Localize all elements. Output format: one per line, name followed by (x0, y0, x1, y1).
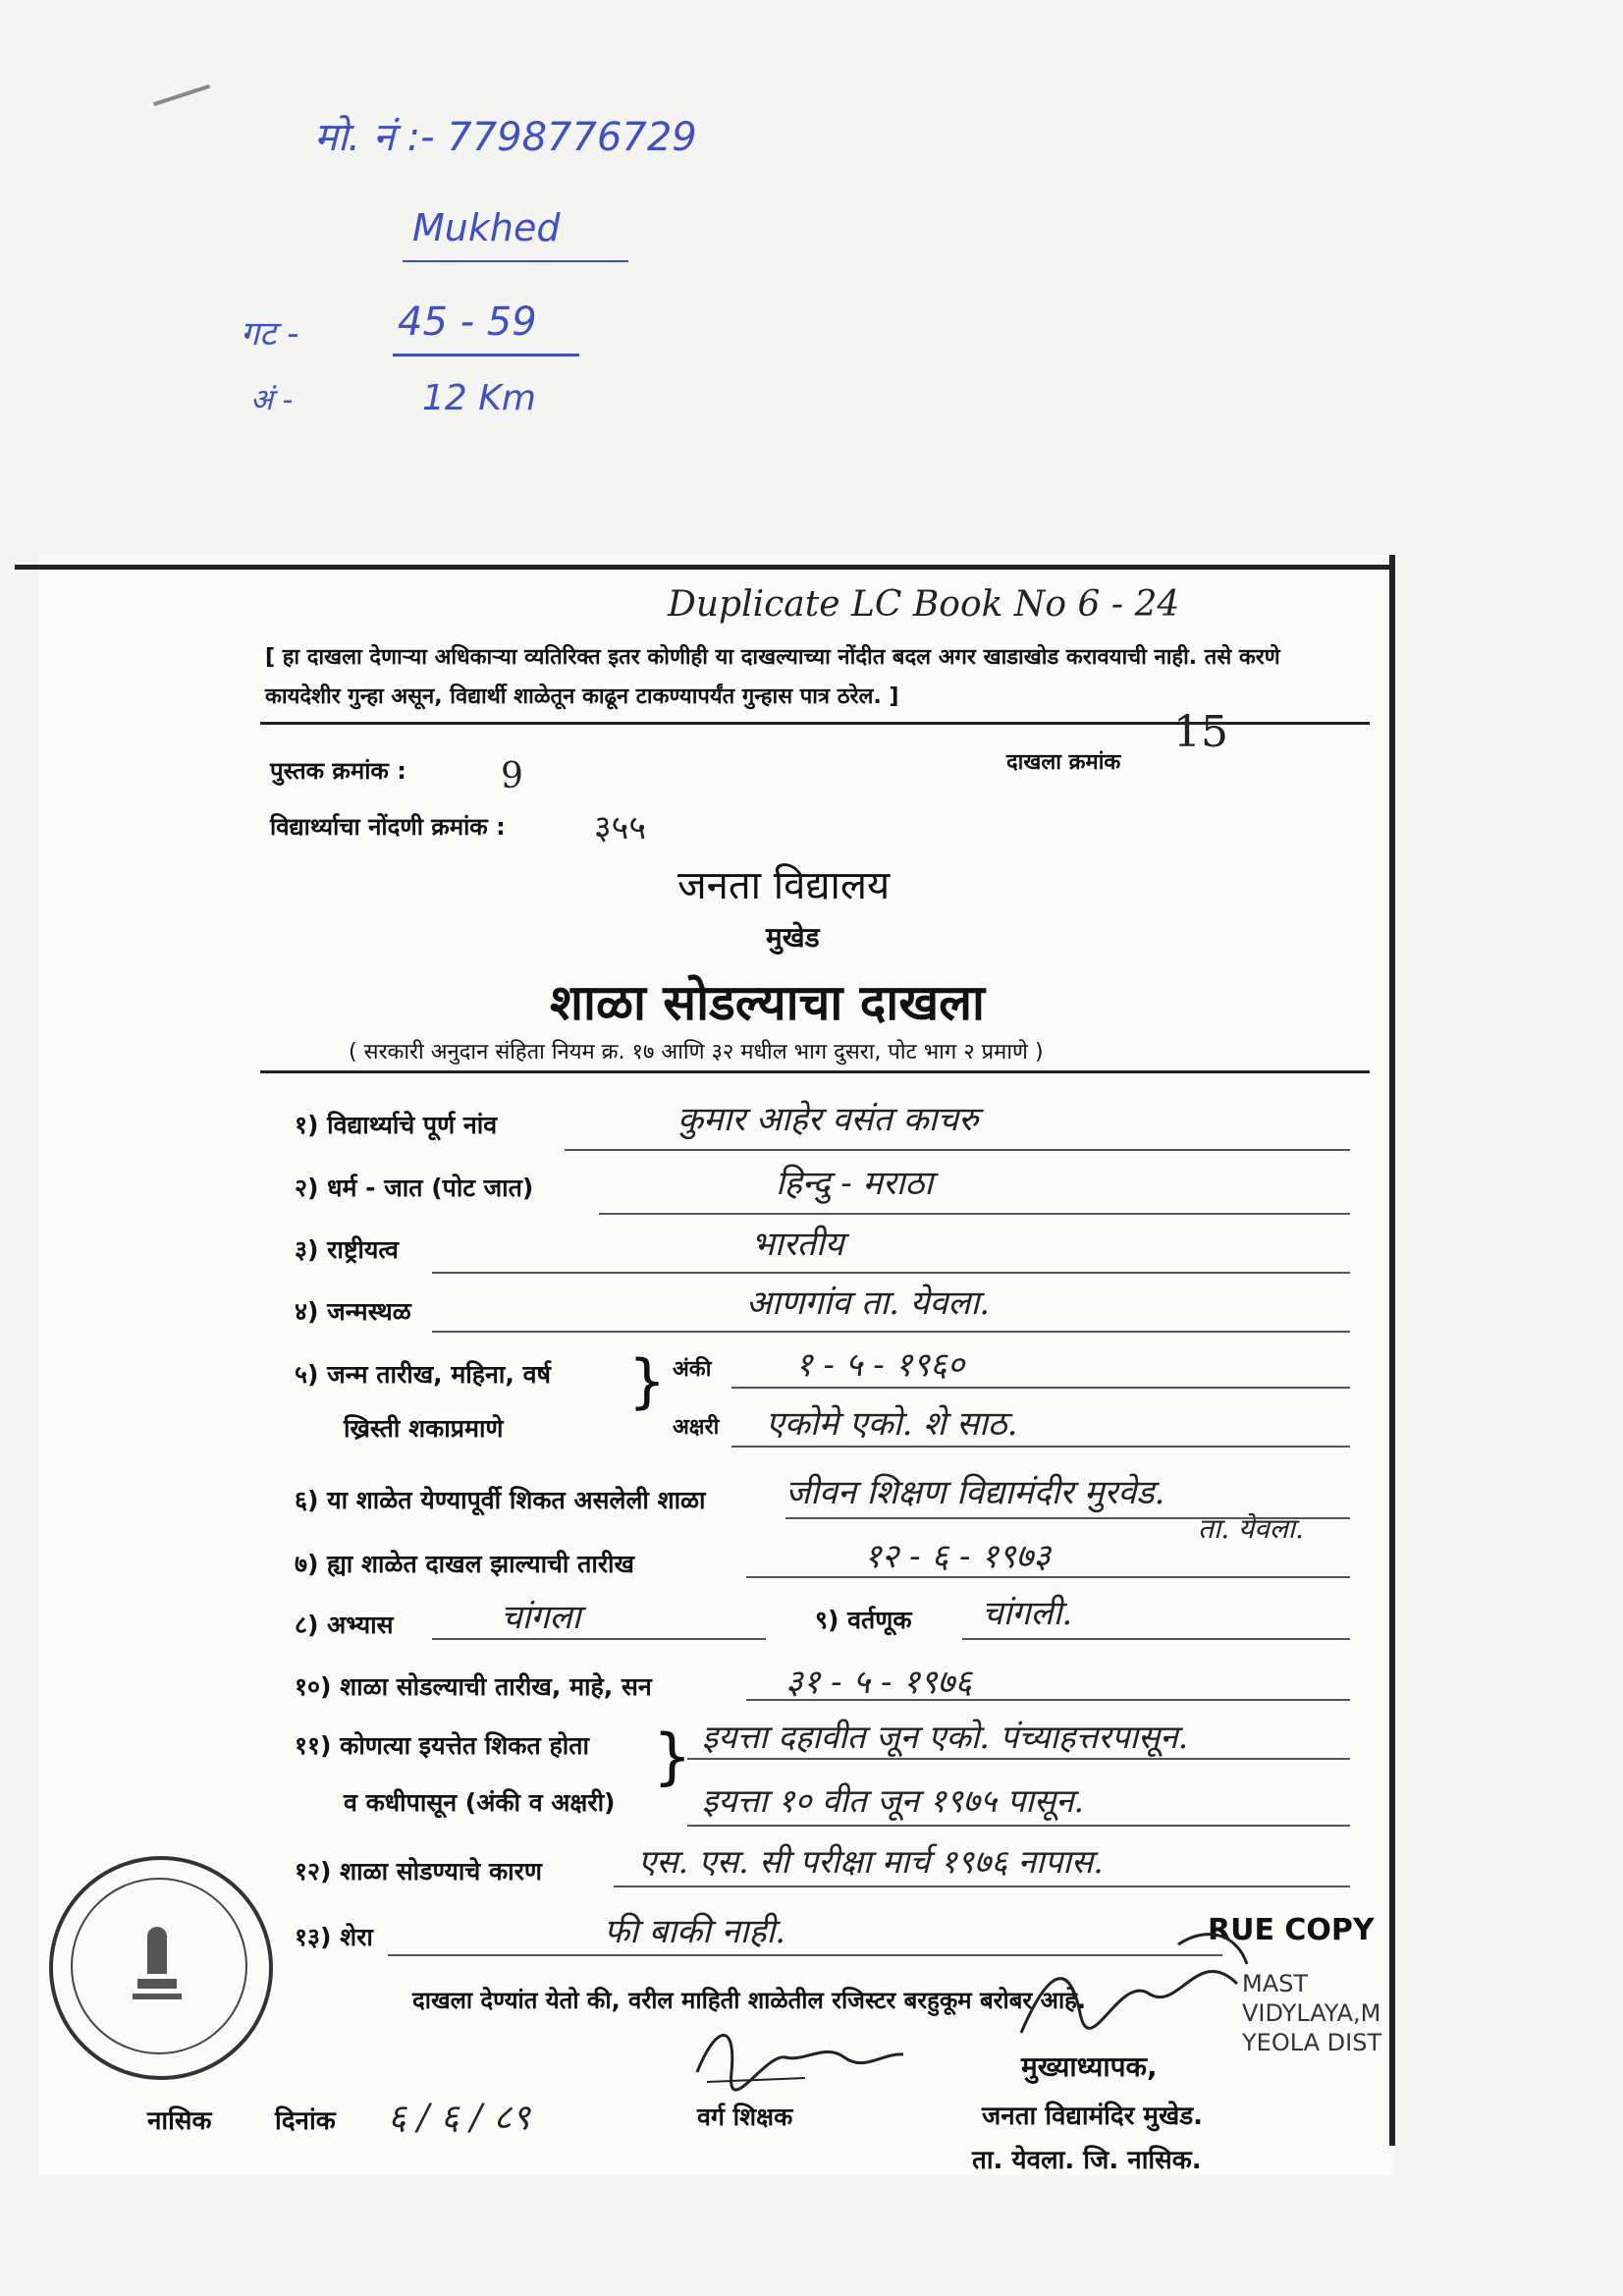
field-class-brace: } (653, 1721, 692, 1792)
field-dob-line (731, 1387, 1350, 1389)
field-religion-value: हिन्दु - मराठा (776, 1164, 934, 1203)
field-admission-line (746, 1576, 1350, 1578)
cert-no-label: दाखला क्रमांक (1006, 750, 1121, 775)
field-prev-school-value: जीवन शिक्षण विद्यामंदीर मुरवेड. (785, 1473, 1165, 1512)
field-admission-value: १२ - ६ - १९७३ (864, 1537, 1051, 1576)
field-reason-line (614, 1886, 1350, 1887)
field-reason-value: एस. एस. सी परीक्षा मार्च १९७६ नापास. (638, 1842, 1104, 1881)
field-dob-label: ५) जन्म तारीख, महिना, वर्ष (295, 1360, 551, 1389)
field-prev-school-line (785, 1517, 1350, 1519)
cert-no-value: 15 (1173, 707, 1228, 757)
emblem-icon (128, 1925, 187, 2013)
field-dob-value2: एकोमे एको. शे साठ. (766, 1404, 1018, 1444)
field-leaving-date-label: १०) शाळा सोडल्याची तारीख, माहे, सन (295, 1672, 652, 1701)
field-class-value2: इयत्ता १० वीत जून १९७५ पासून. (702, 1781, 1085, 1820)
field-reason-label: १२) शाळा सोडण्याचे कारण (295, 1857, 542, 1886)
field-study-label: ८) अभ्यास (295, 1611, 394, 1639)
area-value: 45 - 59 (398, 300, 537, 345)
field-study-value: चांगला (501, 1598, 581, 1637)
field-nationality-label: ३) राष्ट्रीयत्व (295, 1235, 399, 1264)
field-religion-label: २) धर्म - जात (पोट जात) (295, 1174, 534, 1202)
staple-mark (153, 84, 210, 106)
duplicate-note: Duplicate LC Book No 6 - 24 (668, 584, 1180, 625)
field-class-label2: व कधीपासून (अंकी व अक्षरी) (344, 1788, 616, 1817)
place-underline (403, 260, 628, 262)
certificate-right-edge (1389, 555, 1395, 2146)
school-name: जनता विद्यालय (677, 863, 891, 908)
field-class-value: इयत्ता दहावीत जून एको. पंच्याहत्तरपासून. (702, 1718, 1189, 1756)
field-admission-label: ७) ह्या शाळेत दाखल झाल्याची तारीख (295, 1550, 634, 1578)
teacher-label: वर्ग शिक्षक (697, 2103, 793, 2131)
field-class-line2 (687, 1825, 1350, 1827)
true-copy-stamp: RUE COPY (1208, 1913, 1375, 1947)
taluka-line: ता. येवला. जि. नासिक. (972, 2146, 1202, 2175)
warning-text: [ हा दाखला देणाऱ्या अधिकाऱ्या व्यतिरिक्त इतर कोणीही या दाखल्याच्या नोंदीत बदल अगर खाडाखोड करावयाची नाही. तसे करणे कायदेशीर गुन्हा असून, विद्यार्थी शाळेतून काढून टाकण्यापर्यंत गुन्हास पात्र ठरेल. ] (265, 645, 1280, 709)
reg-no-value: ३५५ (594, 808, 647, 847)
field-class-label: ११) कोणत्या इयत्तेत शिकत होता (295, 1731, 589, 1760)
field-birthplace-line (432, 1331, 1350, 1333)
field-class-line (687, 1758, 1350, 1760)
book-no-label: पुस्तक क्रमांक : (270, 757, 406, 785)
declaration-text: दाखला देण्यांत येतो की, वरील माहिती शाळेतील रजिस्टर बरहुकूम बरोबर आहे. (412, 1987, 1086, 2014)
date-label: दिनांक (275, 2106, 336, 2136)
certificate-subtitle: ( सरकारी अनुदान संहिता नियम क्र. १७ आणि ३२ मधील भाग दुसरा, पोट भाग २ प्रमाणे ) (349, 1040, 1044, 1065)
dist-label: अं - (250, 383, 294, 417)
field-study-line (432, 1638, 766, 1640)
field-conduct-value: चांगली. (982, 1594, 1073, 1633)
reg-no-label: विद्यार्थ्याचा नोंदणी क्रमांक : (270, 813, 506, 841)
field-dob-label2: ख्रिस्ती शकाप्रमाणे (344, 1414, 504, 1443)
field-birthplace-value: आणगांव ता. येवला. (746, 1284, 991, 1323)
field-dob-brace: } (628, 1347, 667, 1416)
school-place: मुखेड (766, 921, 820, 954)
headmaster-signature (982, 1925, 1276, 2052)
field-remark-value: फी बाकी नाही. (604, 1912, 786, 1951)
title-divider (260, 1070, 1370, 1073)
field-conduct-line (962, 1638, 1350, 1640)
head-stamp-text: MAST VIDYLAYA,M YEOLA DIST (1242, 1970, 1382, 2056)
field-remark-label: १३) शेरा (295, 1923, 373, 1951)
school-sign-line: जनता विद्यामंदिर मुखेड. (982, 2102, 1204, 2131)
field-dob-value: १ - ५ - १९६० (795, 1345, 965, 1385)
date-value: ६ / ६ / ८९ (388, 2098, 530, 2138)
field-prev-school-value2: ता. येवला. (1198, 1512, 1304, 1545)
field-nationality-value: भारतीय (751, 1225, 844, 1264)
field-leaving-date-line (746, 1699, 1350, 1701)
phone-note: मो. नं :- 7798776729 (314, 115, 697, 160)
field-conduct-label: ९) वर्तणूक (815, 1606, 912, 1634)
area-label: गट - (241, 314, 299, 354)
field-prev-school-label: ६) या शाळेत येण्यापूर्वी शिकत असलेली शाळा (295, 1486, 706, 1514)
head-label: मुख्याध्यापक, (1021, 2050, 1158, 2083)
field-name-value: कुमार आहेर वसंत काचरु (677, 1100, 979, 1139)
field-nationality-line (432, 1272, 1350, 1274)
book-no-value: 9 (501, 756, 523, 796)
certificate-top-edge (15, 565, 1389, 570)
place-note: Mukhed (412, 206, 561, 249)
dist-value: 12 Km (422, 378, 536, 418)
field-name-label: १) विद्यार्थ्याचे पूर्ण नांव (295, 1111, 498, 1139)
field-name-line (565, 1149, 1350, 1151)
field-leaving-date-value: ३१ - ५ - १९७६ (785, 1663, 972, 1702)
field-dob-line2 (731, 1446, 1350, 1448)
field-dob-sub1: अंकी (673, 1357, 712, 1382)
field-birthplace-label: ४) जन्मस्थळ (295, 1297, 411, 1326)
field-religion-line (599, 1213, 1350, 1215)
field-dob-sub2: अक्षरी (673, 1415, 720, 1440)
area-underline (393, 354, 579, 356)
seal-city: नासिक (147, 2106, 212, 2136)
certificate-title: शाळा सोडल्याचा दाखला (550, 974, 985, 1031)
teacher-signature (687, 2013, 913, 2092)
